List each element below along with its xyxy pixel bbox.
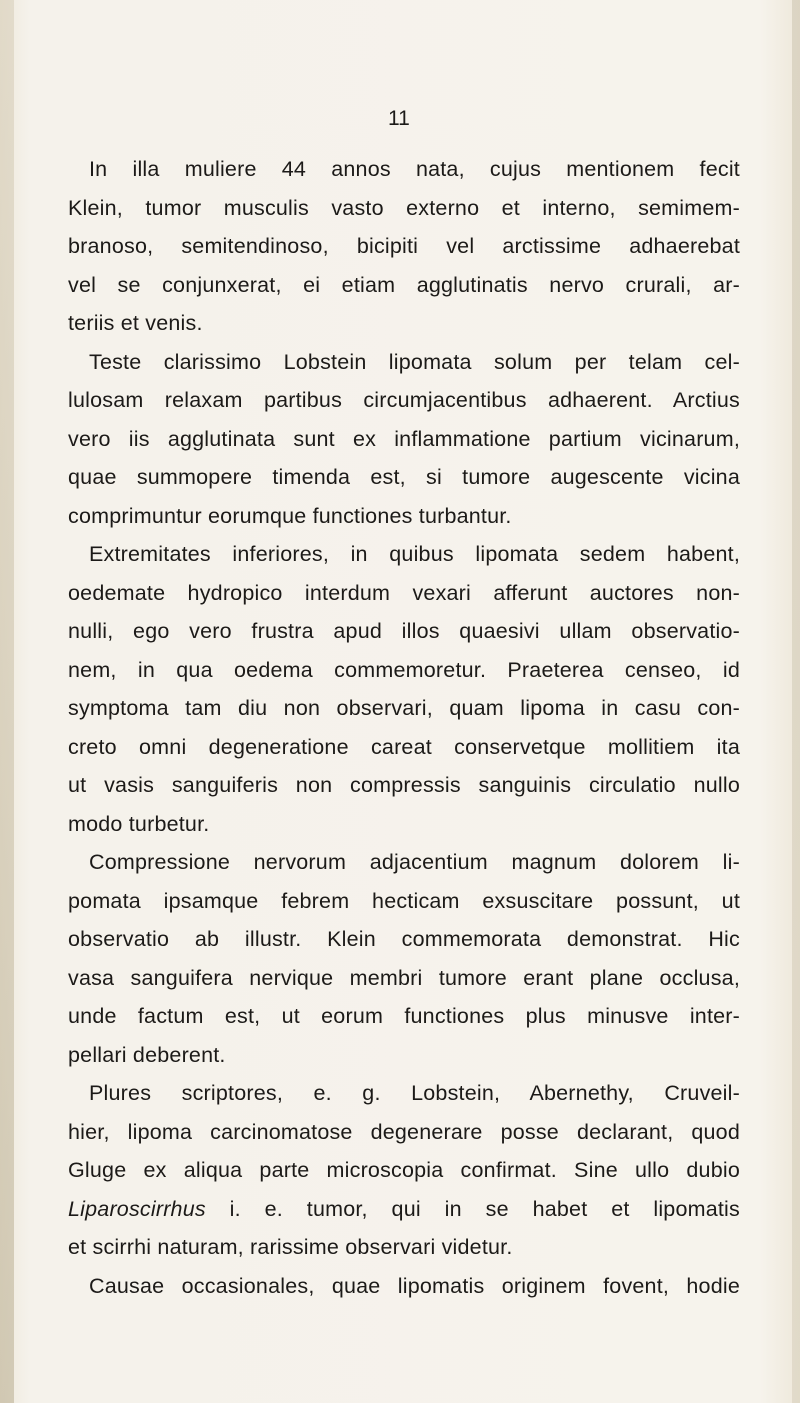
text-line: oedemate hydropico interdum vexari afferunt auctores non- bbox=[68, 580, 740, 605]
text-line: In illa muliere 44 annos nata, cujus mentionem fecit bbox=[89, 157, 740, 181]
text-line: quae summopere timenda est, si tumore augescente vicina bbox=[68, 465, 740, 489]
page-number: 11 bbox=[388, 107, 410, 130]
text-line: observatio ab illustr. Klein commemorata demonstrat. Hic bbox=[68, 927, 740, 951]
text-line: teriis et venis. bbox=[68, 311, 203, 335]
text-line: vero iis agglutinata sunt ex inflammatione partium vicinarum, bbox=[68, 426, 740, 451]
text-line: hier, lipoma carcinomatose degenerare posse declarant, quod bbox=[68, 1119, 740, 1144]
page-right-edge bbox=[792, 0, 800, 1403]
italic-term: Liparoscirrhus bbox=[68, 1196, 206, 1221]
text-line: Compressione nervorum adjacentium magnum dolorem li- bbox=[89, 850, 740, 874]
line-text: i. e. tumor, qui in se habet et lipomatis bbox=[205, 1196, 740, 1221]
text-line: branoso, semitendinoso, bicipiti vel arctissime adhaerebat bbox=[68, 234, 740, 258]
text-line: unde factum est, ut eorum functiones plus minusve inter- bbox=[68, 1004, 740, 1028]
text-line: Plures scriptores, e. g. Lobstein, Abernethy, Cruveil- bbox=[89, 1081, 740, 1105]
text-line: pellari deberent. bbox=[68, 1042, 226, 1067]
text-line: et scirrhi naturam, rarissime observari videtur. bbox=[68, 1235, 513, 1259]
page-left-edge bbox=[0, 0, 14, 1403]
text-line: Causae occasionales, quae lipomatis originem fovent, hodie bbox=[89, 1273, 740, 1298]
text-line: pomata ipsamque febrem hecticam exsuscitare possunt, ut bbox=[68, 888, 740, 913]
text-line: nulli, ego vero frustra apud illos quaesivi ullam observatio- bbox=[68, 619, 740, 643]
text-line: Klein, tumor musculis vasto externo et interno, semimem- bbox=[68, 195, 740, 220]
text-line: vel se conjunxerat, ei etiam agglutinatis nervo crurali, ar- bbox=[68, 272, 740, 297]
text-line: Gluge ex aliqua parte microscopia confirmat. Sine ullo dubio bbox=[68, 1158, 740, 1182]
body-text bbox=[68, 150, 740, 1305]
text-line: modo turbetur. bbox=[68, 811, 210, 836]
text-line: Teste clarissimo Lobstein lipomata solum per telam cel- bbox=[89, 349, 740, 374]
text-line: ut vasis sanguiferis non compressis sanguinis circulatio nullo bbox=[68, 773, 740, 797]
text-line: creto omni degeneratione careat conservetque mollitiem ita bbox=[68, 734, 740, 759]
text-line: nem, in qua oedema commemoretur. Praeterea censeo, id bbox=[68, 657, 740, 682]
text-line bbox=[68, 1190, 740, 1229]
text-line: Extremitates inferiores, in quibus lipomata sedem habent, bbox=[89, 542, 740, 566]
text-line: comprimuntur eorumque functiones turbantur. bbox=[68, 503, 512, 528]
text-line: lulosam relaxam partibus circumjacentibus adhaerent. Arctius bbox=[68, 388, 740, 412]
text-line: symptoma tam diu non observari, quam lipoma in casu con- bbox=[68, 696, 740, 720]
text-line: vasa sanguifera nervique membri tumore erant plane occlusa, bbox=[68, 965, 740, 990]
